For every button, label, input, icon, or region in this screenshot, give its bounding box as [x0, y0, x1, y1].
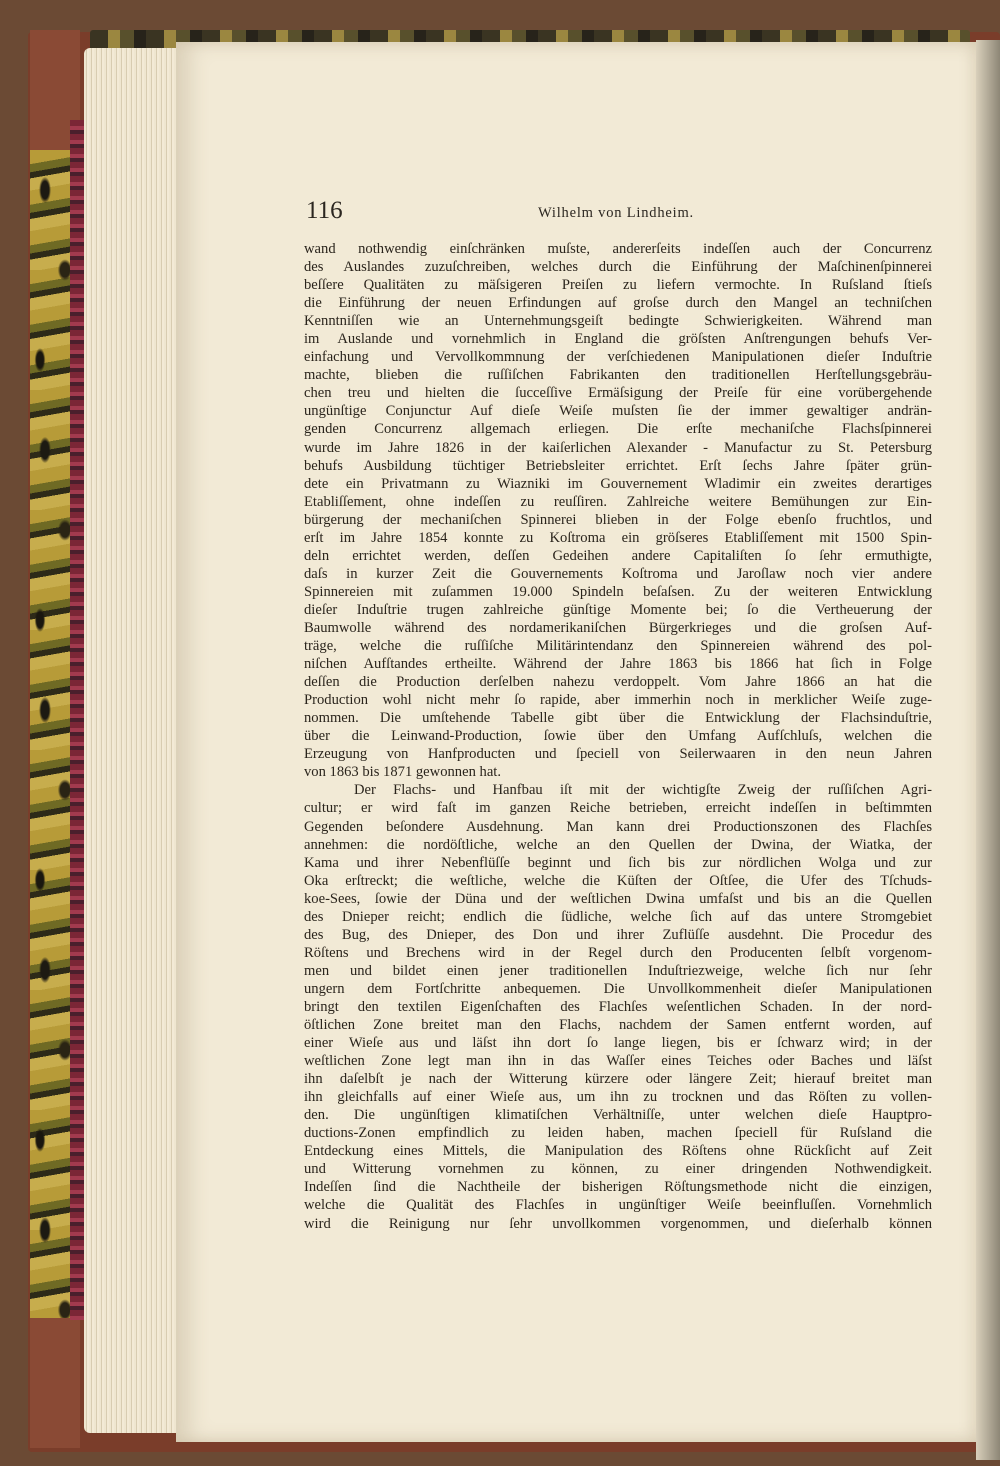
text-line: Indeſſen ſind die Nachtheile der bisherigen Röſtungsmethode nicht die einzigen,: [304, 1179, 932, 1196]
text-line: Der Flachs- und Hanfbau iſt mit der wichtigſte Zweig der ruſſiſchen Agri-: [354, 782, 932, 799]
text-line: wurde im Jahre 1826 in der kaiſerlichen Alexander - Manufactur zu St. Petersburg: [304, 439, 932, 456]
text-line: behufs Ausbildung tüchtiger Betriebsleiter errichtet. Erſt ſechs Jahre ſpäter grün-: [304, 457, 932, 474]
text-line: ductions-Zonen empfindlich zu leiden haben, machen ſpeciell für Ruſsland die: [304, 1125, 932, 1142]
binding-gutter: [976, 40, 1000, 1460]
text-line: Etabliſſement, ohne indeſſen zu reuſſiren. Zahlreiche weitere Bemühungen zur Ein-: [304, 493, 932, 510]
text-line: deſſen die Production derſelben nahezu verdoppelt. Vom Jahre 1866 an hat die: [304, 674, 932, 691]
text-line: den. Die ungünſtigen klimatiſchen Verhältniſſe, unter welchen dieſe Hauptpro-: [304, 1107, 932, 1124]
text-line: Baumwolle während des nordamerikaniſchen Bürgerkrieges und die groſsen Auf-: [304, 619, 932, 636]
text-line: träge, welche die ruſſiſche Militärintendanz den Spinnereien während des pol-: [304, 638, 932, 655]
text-line: des Dnieper reicht; endlich die ſüdliche, welche ſich auf das untere Stromgebiet: [304, 908, 932, 925]
text-line: welche die Qualität des Flachſes in ungünſtiger Weiſe beeinfluſſen. Vornehmlich: [304, 1197, 932, 1214]
text-line: Erzeugung von Hanfproducten und ſpeciell von Seilerwaaren in den neun Jahren: [304, 746, 932, 763]
text-line: einfachung und Vervollkommnung der verſchiedenen Manipulationen dieſer Induſtrie: [304, 349, 932, 366]
text-line: Kenntniſſen wie an Unternehmungsgeiſt bedingte Schwierigkeiten. Während man: [304, 313, 932, 330]
book-page: [176, 42, 976, 1442]
text-line: chen treu und hielten die ſucceſſive Ermäſsigung der Preiſe für eine vorübergehende: [304, 385, 932, 402]
text-line: ihn gleichfalls auf einer Wieſe aus, um ihn zu trocknen und das Röſten zu vollen-: [304, 1089, 932, 1106]
text-line: machte, blieben die ruſſiſchen Fabrikanten den traditionellen Herſtellungsgebräu-: [304, 367, 932, 384]
text-line: nommen. Die umſtehende Tabelle gibt über die Entwicklung der Flachsinduſtrie,: [304, 710, 932, 727]
leather-corner-bottom: [30, 1318, 80, 1448]
text-line: die Einführung der neuen Erfindungen auf groſse durch den Mangel an techniſchen: [304, 295, 932, 312]
text-line: deln errichtet werden, deſſen Gedeihen andere Capitaliſten ſo ſehr ermuthigte,: [304, 547, 932, 564]
text-line: Entdeckung eines Mittels, die Manipulation des Röſtens ohne Rückſicht auf Zeit: [304, 1143, 932, 1160]
text-line: wird die Reinigung nur ſehr unvollkommen vorgenommen, und dieſerhalb können: [304, 1215, 932, 1232]
text-line: Röſtens und Brechens wird in der Regel durch den Producenten ſelbſt vorgenom-: [304, 944, 932, 961]
running-head: Wilhelm von Lindheim.: [538, 205, 694, 221]
text-line: ihn daſelbſt je nach der Witterung kürzere oder längere Zeit; hierauf breitet man: [304, 1071, 932, 1088]
text-line: im Auslande und vornehmlich in England die gröſsten Anſtrengungen behufs Ver-: [304, 331, 932, 348]
text-line: men und bildet einen jener traditionellen Induſtriezweige, welche ſich nur ſehr: [304, 962, 932, 979]
text-line: weſtlichen Zone legt man ihn in das Waſſer eines Teiches oder Baches und läſst: [304, 1053, 932, 1070]
text-line: bringt den textilen Eigenſchaften des Flachſes weſentlichen Schaden. In der nord-: [304, 998, 932, 1015]
text-line: niſchen Aufſtandes ertheilte. Während der Jahre 1863 bis 1866 hat ſich in Folge: [304, 656, 932, 673]
body-text: [304, 240, 932, 1233]
text-line: über die Leinwand-Production, ſowie über den Umfang Aufſchluſs, welchen die: [304, 728, 932, 745]
text-line: Kama und ihrer Nebenflüſſe beginnt und ſich bis zur nördlichen Wolga und zur: [304, 854, 932, 871]
text-line: dete ein Privatmann zu Wiazniki im Gouvernement Wladimir ein zweites derartiges: [304, 475, 932, 492]
text-line: Oka erſtreckt; die weſtliche, welche die Küſten der Oſtſee, die Ufer des Tſchuds-: [304, 872, 932, 889]
text-line: dieſer Induſtrie trugen zahlreiche günſtige Momente bei; ſo die Vertheuerung der: [304, 601, 932, 618]
text-line: daſs in kurzer Zeit die Gouvernements Koſtroma und Jaroſlaw noch vier andere: [304, 565, 932, 582]
text-line: Gegenden beſondere Ausdehnung. Man kann drei Productionszonen des Flachſes: [304, 818, 932, 835]
text-line: bürgerung der mechaniſchen Spinnerei blieben in der Folge ebenſo fruchtlos, und: [304, 511, 932, 528]
page-header: [306, 197, 916, 237]
text-line: Spinnereien mit zuſammen 19.000 Spindeln beſaſsen. Zu der weiteren Entwicklung: [304, 583, 932, 600]
page-stack-edge: [84, 48, 184, 1433]
text-line: einer Wieſe aus und läſst ihn dort ſo lange liegen, bis er ſchwarz wird; in der: [304, 1035, 932, 1052]
text-line: cultur; er wird faſt im ganzen Reiche betrieben, erreicht indeſſen in beſtimmten: [304, 800, 932, 817]
text-line: des Auslandes zuzuſchreiben, welches durch die Einführung der Maſchinenſpinnerei: [304, 259, 932, 276]
text-line: ungünſtige Conjunctur Auf dieſe Weiſe muſsten ſie der immer gewaltiger andrän-: [304, 403, 932, 420]
text-line: Production wohl nicht mehr ſo rapide, aber immerhin noch in merklicher Weiſe zuge-: [304, 692, 932, 709]
marbled-page-edge: [70, 120, 84, 1320]
text-line: beſſere Qualitäten zu mäſsigeren Preiſen zu liefern vermochte. In Ruſsland ſtieſs: [304, 277, 932, 294]
page-number: 116: [306, 197, 343, 224]
text-line: ungern dem Fortſchritte anbequemen. Die Unvollkommenheit dieſer Manipulationen: [304, 980, 932, 997]
text-line: erſt im Jahre 1854 konnte zu Koſtroma ein gröſseres Etabliſſement mit 1500 Spin-: [304, 529, 932, 546]
text-line: öſtlichen Zone breitet man den Flachs, nachdem der Samen entfernt worden, auf: [304, 1017, 932, 1034]
text-line: des Bug, des Dnieper, des Don und ihrer Zuflüſſe ausdehnt. Die Procedur des: [304, 926, 932, 943]
text-line: wand nothwendig einſchränken muſste, andererſeits indeſſen auch der Concurrenz: [304, 241, 932, 257]
text-line: von 1863 bis 1871 gewonnen hat.: [304, 764, 501, 781]
text-line: und Witterung vornehmen zu können, zu einer dringenden Nothwendigkeit.: [304, 1161, 932, 1178]
text-line: genden Concurrenz allgemach erliegen. Die erſte mechaniſche Flachsſpinnerei: [304, 421, 932, 438]
text-line: annehmen: die nordöſtliche, welche an den Quellen der Dwina, der Wiatka, der: [304, 836, 932, 853]
text-line: koe-Sees, ſowie der Düna und der weſtlichen Dwina umfaſst und bis an die Quellen: [304, 890, 932, 907]
